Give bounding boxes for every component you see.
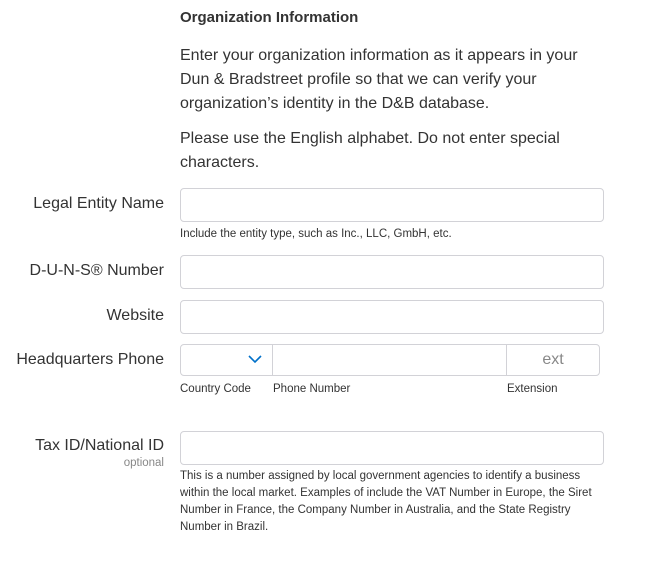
country-code-label: Country Code (180, 383, 251, 395)
extension-input[interactable]: ext (542, 351, 564, 368)
phone-group (180, 344, 600, 376)
phone-number-input[interactable] (273, 345, 507, 375)
country-code-select[interactable] (181, 345, 273, 375)
website-input[interactable] (180, 300, 604, 334)
extension-label: Extension (507, 383, 558, 395)
tax-id-label: Tax ID/National ID (35, 437, 164, 454)
tax-id-optional: optional (123, 457, 164, 469)
section-title: Organization Information (180, 9, 359, 26)
legal-entity-label: Legal Entity Name (33, 195, 164, 212)
intro-text: Enter your organization information as it appears in your Dun & Bradstreet profile so that we can verify your organization’s identity in the D&B database. (180, 47, 578, 112)
legal-entity-help: Include the entity type, such as Inc., LLC, GmbH, etc. (180, 228, 452, 240)
duns-input[interactable] (180, 255, 604, 289)
phone-number-label: Phone Number (273, 383, 351, 395)
duns-label: D-U-N-S® Number (29, 262, 164, 279)
phone-label: Headquarters Phone (16, 351, 164, 368)
legal-entity-input[interactable] (180, 188, 604, 222)
chevron-down-icon (248, 355, 262, 364)
alphabet-note: Please use the English alphabet. Do not enter special characters. (180, 130, 560, 171)
tax-id-help: This is a number assigned by local government agencies to identify a business within the local market. Examples of include the VAT Number in Europe, the Siret Number in France, the Company Number in Australia, and the State Registry Number in Brazil. (180, 470, 592, 533)
tax-id-input[interactable] (180, 431, 604, 465)
website-label: Website (106, 307, 164, 324)
